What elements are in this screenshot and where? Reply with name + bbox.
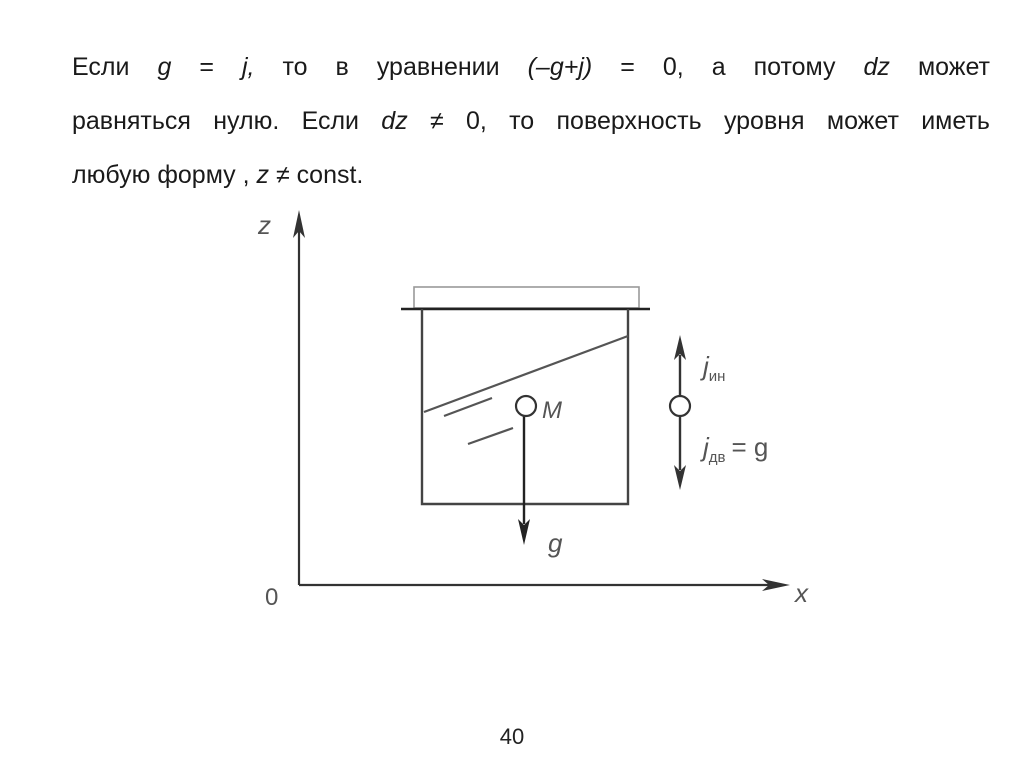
reference-point — [670, 396, 690, 416]
word: то — [509, 107, 535, 135]
j-dv-label: $j_{дв} = g$ — [703, 432, 769, 466]
word: ≠ — [429, 107, 444, 135]
z-axis-label: z — [258, 210, 271, 240]
point-m-label: M — [542, 397, 562, 424]
word: dz — [863, 53, 890, 81]
word: иметь — [921, 107, 990, 135]
origin-label: 0 — [265, 584, 279, 611]
word: то — [282, 53, 308, 81]
word: j, — [241, 53, 255, 81]
word: потому — [753, 53, 836, 81]
gravity-label: g — [548, 528, 563, 558]
word: поверхность — [556, 107, 702, 135]
word: нулю. — [213, 107, 280, 135]
word: z — [256, 161, 270, 189]
word: 0, — [662, 53, 684, 81]
x-axis-label: x — [795, 578, 808, 608]
word: может — [826, 107, 899, 135]
word: ≠ — [275, 161, 290, 189]
word: g — [157, 53, 172, 81]
word: = — [199, 53, 214, 81]
liquid-hatch-2 — [468, 428, 513, 444]
j-in-label: $j_{ин}$ — [703, 351, 726, 385]
word: dz — [381, 107, 408, 135]
point-m — [516, 396, 536, 416]
word: , — [242, 161, 250, 189]
word: может — [917, 53, 990, 81]
word: любую — [72, 161, 151, 189]
word: Если — [72, 53, 130, 81]
word: Если — [301, 107, 360, 135]
word: равняться — [72, 107, 191, 135]
vessel-lid — [414, 287, 639, 308]
word: = — [620, 53, 635, 81]
word: уровня — [723, 107, 805, 135]
word: 0, — [466, 107, 487, 135]
word: в — [335, 53, 349, 81]
word: а — [711, 53, 726, 81]
word: форму — [157, 161, 236, 189]
page-number: 40 — [499, 724, 525, 749]
word: const. — [296, 161, 364, 189]
word: уравнении — [376, 53, 500, 81]
word: (–g+j) — [527, 53, 593, 81]
